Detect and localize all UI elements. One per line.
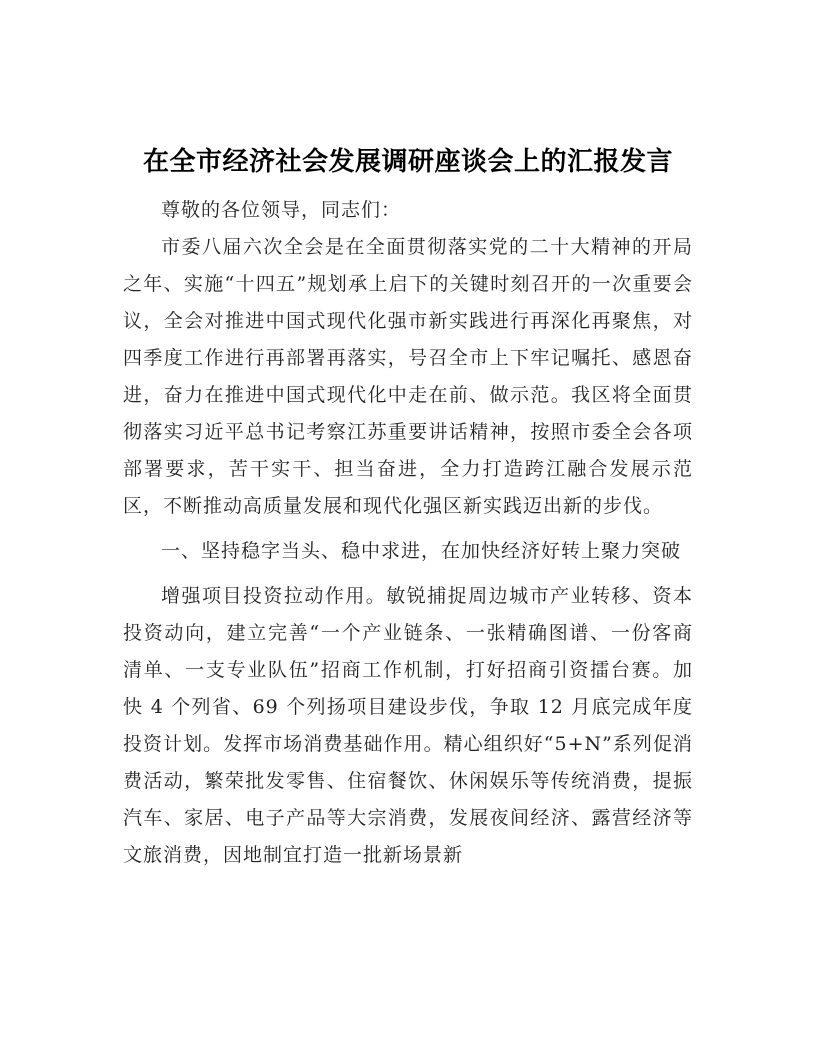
paragraph-intro: 市委八届六次全会是在全面贯彻落实党的二十大精神的开局之年、实施“十四五”规划承上启下的关键时刻召开的一次重要会议，全会对推进中国式现代化强市新实践进行再深化再聚焦，对四季度工作进行再部署再落实，号召全市上下牢记嘱托、感恩奋进，奋力在推进中国式现代化中走在前、做示范。我区将全面贯彻落实习近平总书记考察江苏重要讲话精神，按照市委全会各项部署要求，苦干实干、担当奋进，全力打造跨江融合发展示范区，不断推动高质量发展和现代化强区新实践迈出新的步伐。 [123, 236, 693, 517]
document-title: 在全市经济社会发展调研座谈会上的汇报发言 [142, 147, 673, 177]
section-heading-1: 一、坚持稳字当头、稳中求进，在加快经济好转上聚力突破 [161, 540, 682, 562]
salutation: 尊敬的各位领导，同志们： [161, 199, 402, 221]
paragraph-investment: 增强项目投资拉动作用。敏锐捕捉周边城市产业转移、资本投资动向，建立完善“一个产业链条、一张精确图谱、一份客商清单、一支专业队伍”招商工作机制，打好招商引资擂台赛。加快 4 个列省、69 个列扬项目建设步伐，争取 12 月底完成年度投资计划。发挥市场消费基础作用。精心组织好“5+N”系列促消费活动，繁荣批发零售、住宿餐饮、休闲娱乐等传统消费，提振汽车、家居、电子产品等大宗消费，发展夜间经济、露营经济等文旅消费，因地制宜打造一批新场景新 [123, 585, 693, 866]
document-body [123, 140, 693, 874]
